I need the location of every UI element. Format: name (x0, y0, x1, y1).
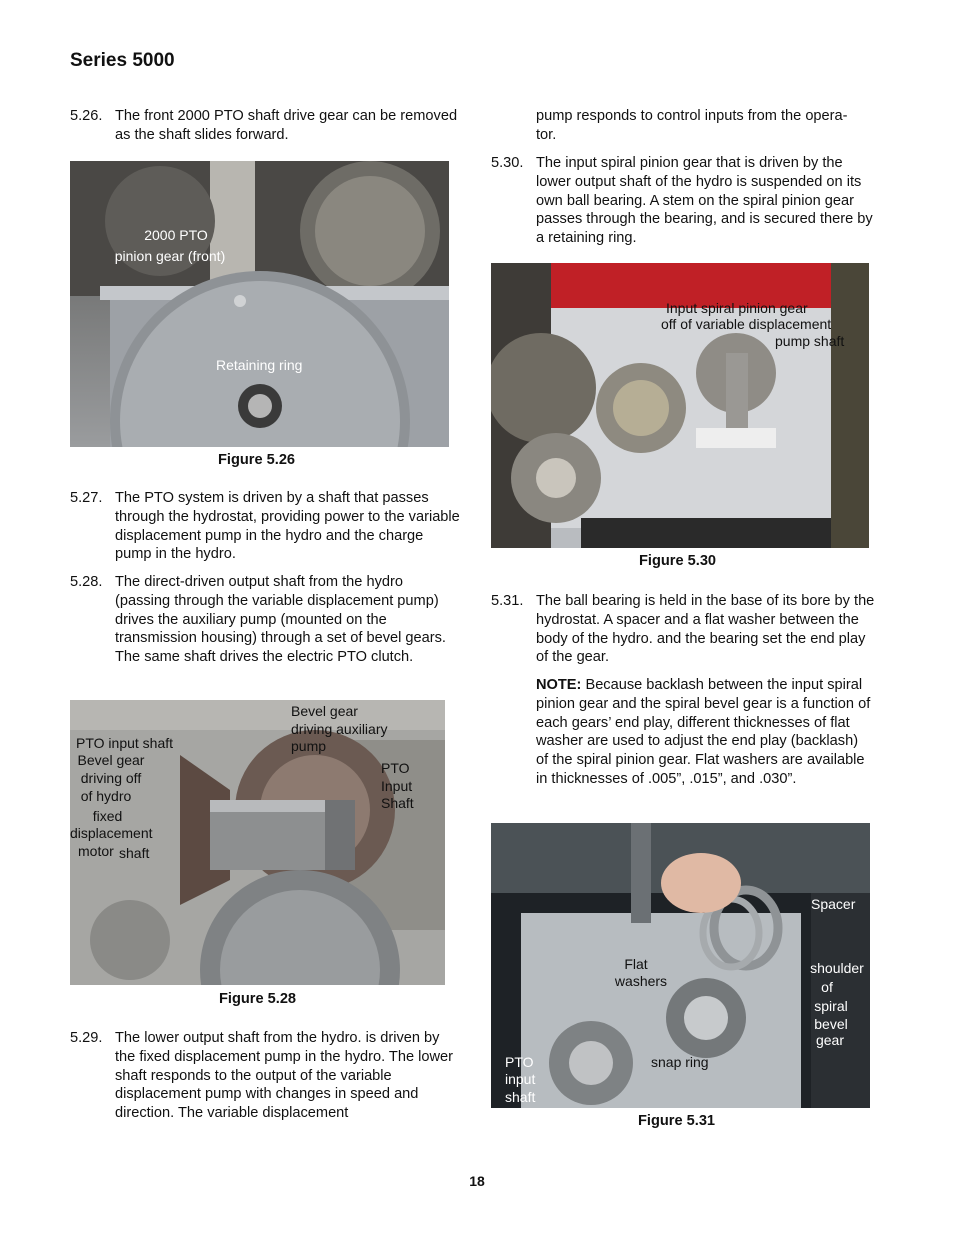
figure-5-28-caption: Figure 5.28 (219, 991, 297, 1007)
figure-5-28-photo (70, 700, 445, 985)
label-bevel-driving-line6: motor (78, 843, 114, 859)
paragraph-number: 5.27. (70, 490, 103, 506)
figure-5-31-caption: Figure 5.31 (638, 1113, 716, 1129)
paragraph-number: 5.29. (70, 1030, 103, 1046)
figure-5-26-caption: Figure 5.26 (218, 452, 296, 468)
paragraph-number: 5.26. (70, 108, 103, 124)
gear-photo-illustration (70, 161, 449, 447)
label-spacer: Spacer (811, 896, 856, 912)
label-pto-input-line1: PTO (381, 760, 410, 776)
figure-5-31-photo (491, 823, 870, 1108)
paragraph-5-29-continued (536, 107, 876, 145)
label-pto-input-shaft-line1: PTO (505, 1054, 534, 1070)
figure-5-30-caption: Figure 5.30 (639, 553, 717, 569)
label-bevel-driving-line2: driving off (80, 770, 142, 786)
label-snap-ring: snap ring (651, 1054, 709, 1070)
paragraph-text-line2: tor. (536, 126, 557, 143)
label-pto-input-shaft: PTO input shaft (76, 735, 174, 751)
paragraph-text: The lower output shaft from the hydro. is driven by the fixed displacement pump in the hydro. The lower shaft responds to the output of the variable displacement pump with changes in speed and direction. The variable displacement (115, 1030, 454, 1122)
paragraph-5-26 (70, 107, 460, 145)
label-pto-input-shaft-line3: shaft (505, 1089, 536, 1105)
paragraph-5-31 (491, 592, 876, 667)
paragraph-number: 5.28. (70, 574, 103, 590)
figure-5-26-photo (70, 161, 449, 447)
note-text: Because backlash between the input spiral pinion gear and the spiral bevel gear is a function of each gears’ end play, different thicknesses of flat washer are used to adjust the end play (backlash) of the spiral pinion gear. Flat washers are available in thicknesses of .005”, .015”, and .030”. (536, 677, 871, 787)
label-bevel-gear-aux-line3: pump (291, 738, 327, 754)
label-flat-washers-line2: washers (614, 973, 668, 989)
label-pto-input-line2: Input (381, 778, 413, 794)
label-bevel-gear-aux-line2: driving auxiliary (291, 721, 388, 737)
paragraph-number: 5.31. (491, 593, 524, 609)
figure-5-30-photo (491, 263, 869, 548)
label-bevel-driving-line1: Bevel gear (77, 752, 145, 768)
label-shoulder-line3: spiral (814, 998, 848, 1014)
label-bevel-driving-line7: shaft (119, 845, 150, 861)
paragraph-text: The input spiral pinion gear that is driven by the lower output shaft of the hydro is suspended on its own ball bearing. A stem on the spiral pinion gear passes through the bearing, and is secured there by a retaining ring. (536, 155, 873, 247)
label-2000-pto-line1: 2000 PTO (144, 227, 208, 243)
paragraph-5-27 (70, 489, 460, 564)
label-bevel-gear-aux-line1: Bevel gear (291, 703, 358, 719)
label-pto-input-shaft-line2: input (505, 1071, 536, 1087)
paragraph-text: The ball bearing is held in the base of its bore by the hydrostat. A spacer and a flat washer between the body of the hydro. and the bearing set the end play of the gear. (536, 593, 875, 666)
label-shoulder-line5: gear (815, 1032, 845, 1048)
paragraph-5-30 (491, 154, 876, 248)
label-input-spiral-line2: off of variable displacement (661, 316, 832, 332)
label-bevel-driving-line5: displacement (70, 825, 153, 841)
label-bevel-driving-line3: of hydro (80, 788, 132, 804)
paragraph-5-29 (70, 1029, 460, 1123)
label-input-spiral-line1: Input spiral pinion gear (666, 300, 808, 316)
label-input-spiral-line3: pump shaft (775, 333, 845, 349)
note-paragraph (536, 676, 874, 789)
label-retaining-ring: Retaining ring (216, 357, 303, 373)
label-flat-washers-line1: Flat (624, 956, 648, 972)
label-bevel-driving-line4: fixed (92, 808, 123, 824)
page-title: Series 5000 (70, 50, 175, 71)
paragraph-text-line1: pump responds to control inputs from the opera- (536, 108, 848, 124)
label-pto-input-line3: Shaft (381, 795, 414, 811)
paragraph-text: The PTO system is driven by a shaft that passes through the hydrostat, providing power to the variable displacement pump in the hydro and the charge pump in the hydro. (115, 490, 460, 563)
label-pinion-gear-line2: pinion gear (front) (114, 248, 226, 264)
paragraph-5-28 (70, 573, 460, 667)
note-label: NOTE: (536, 677, 582, 693)
paragraph-text: The front 2000 PTO shaft drive gear can be removed as the shaft slides forward. (115, 108, 458, 143)
page-number: 18 (469, 1173, 485, 1189)
label-shoulder-line1: shoulder (810, 960, 864, 976)
paragraph-number: 5.30. (491, 155, 524, 171)
paragraph-text: The direct-driven output shaft from the hydro (passing through the variable displacement pump) drives the auxiliary pump (mounted on the transmission housing) through a set of bevel gears. The same shaft drives the electric PTO clutch. (115, 574, 446, 666)
label-shoulder-line2: of (821, 979, 833, 995)
label-shoulder-line4: bevel (814, 1016, 848, 1032)
